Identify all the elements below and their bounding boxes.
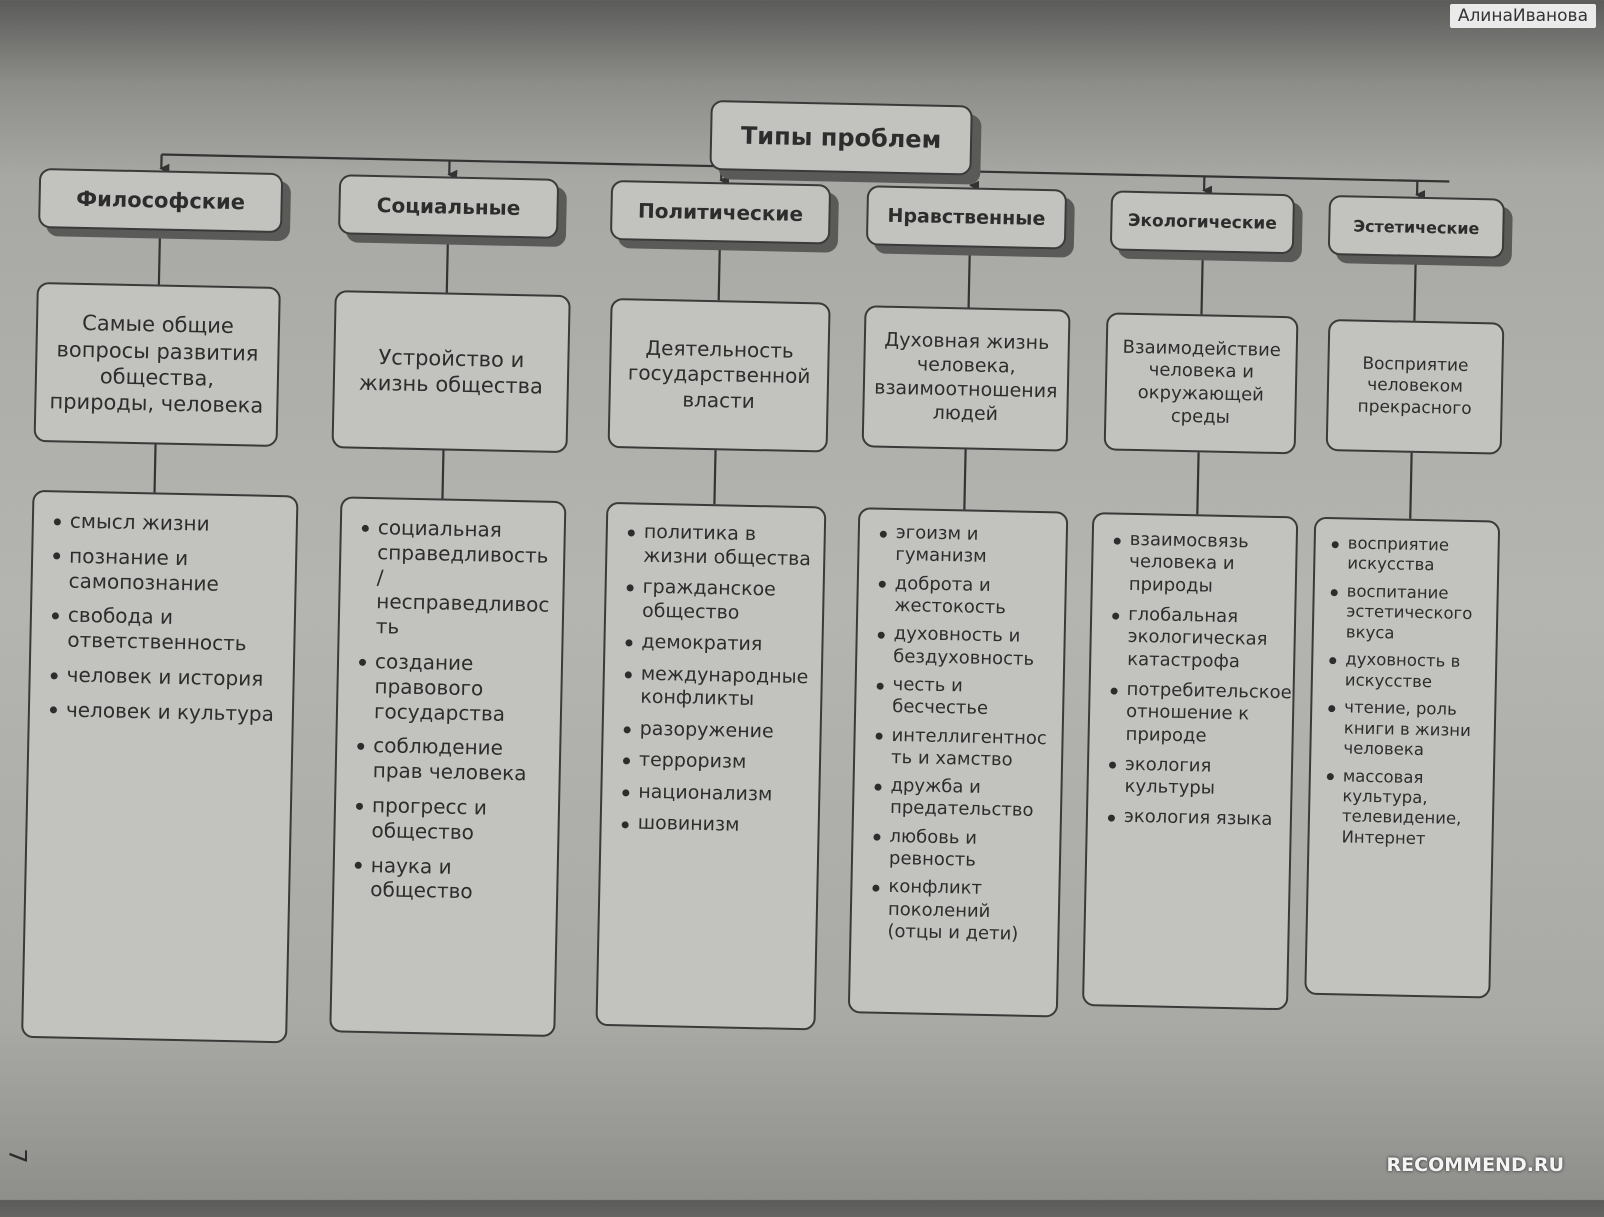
list-item: человек и история [48,662,282,692]
description-philosophical-text: Самые общие вопросы развития общества, природы, человека [44,309,270,419]
list-item: соблюдение прав человека [354,733,549,787]
link-philosophical-2 [155,444,156,492]
link-ecological-1 [1201,252,1202,314]
list-item: экология языка [1106,806,1280,832]
description-philosophical [34,282,281,447]
list-moral [848,507,1069,1017]
list-item: массовая культура, телевидение, Интернет [1323,766,1485,851]
list-item: шовинизм [619,812,807,839]
link-political-1 [719,242,720,300]
header-ecological-label: Экологические [1128,211,1277,234]
list-item: дружба и предательство [872,775,1051,823]
list-item: духовность в искусстве [1327,649,1488,693]
description-ecological-text: Взаимодействие человека и окружающей среды [1114,336,1288,430]
list-aesthetic [1304,517,1500,999]
list-item: социальная справедливость/несправедливость [358,515,555,643]
header-ecological [1110,190,1295,254]
header-social-label: Социальные [377,193,521,220]
description-aesthetic [1326,319,1505,455]
header-moral-label: Нравственные [887,205,1045,230]
link-aesthetic-2 [1410,453,1411,519]
list-item: политика в жизни общества [625,520,814,571]
link-philosophical-1 [159,231,160,285]
list-item: доброта и жестокость [876,572,1055,620]
list-item: конфликт поколений (отцы и дети) [869,876,1048,947]
header-philosophical [38,168,283,233]
header-political-label: Политические [638,199,804,226]
header-moral [866,185,1067,249]
list-item: прогресс и общество [353,793,548,847]
description-moral-text: Духовная жизнь человека, взаимоотношения людей [872,329,1060,429]
list-item: международные конфликты [622,662,811,713]
link-aesthetic-1 [1414,257,1415,321]
description-political-text: Деятельность государственной власти [618,335,820,415]
list-item: честь и бесчестье [874,673,1053,721]
description-aesthetic-text: Восприятие человеком прекрасного [1336,353,1493,420]
list-item: экология культуры [1106,753,1281,801]
list-political [595,502,826,1030]
header-political [610,180,831,245]
list-item: человек и культура [48,697,282,727]
list-item: взаимосвязь человека и природы [1111,529,1286,600]
list-philosophical [21,490,298,1043]
description-social [331,290,570,453]
list-item: любовь и ревность [871,825,1050,873]
root-node [709,100,972,175]
list-item: чтение, роль книги в жизни человека [1325,697,1486,762]
list-item: демократия [623,630,811,657]
list-item: глобальная экологическая катастрофа [1109,603,1284,674]
header-philosophical-label: Философские [76,187,245,215]
root-label: Типы проблем [741,122,942,154]
list-item: смысл жизни [52,508,286,538]
list-item: создание правового государства [356,649,552,727]
list-social [329,496,566,1037]
list-item: эгоизм и гуманизм [877,522,1056,570]
description-moral [862,305,1071,451]
list-item: свобода и ответственность [49,603,284,657]
list-item: воспитание эстетического вкуса [1328,581,1489,646]
list-item: потребительское отношение к природе [1107,678,1282,749]
link-social-1 [447,237,448,293]
list-item: интеллигентность и хамство [873,724,1052,772]
link-moral-1 [969,247,970,307]
link-political-2 [714,450,715,504]
list-item: наука и общество [352,852,547,906]
list-item: терроризм [621,749,809,776]
link-social-2 [442,450,443,498]
description-social-text: Устройство и жизнь общества [343,343,560,400]
header-social [338,174,559,239]
site-watermark: RECOMMEND.RU [1387,1154,1564,1176]
list-item: духовность и бездуховность [875,623,1054,671]
header-aesthetic [1328,195,1505,259]
user-watermark: АлинаИванова [1450,4,1596,28]
page-number: 7 [4,1148,32,1163]
list-item: восприятие искусства [1329,533,1490,577]
list-item: гражданское общество [624,575,813,626]
list-ecological [1082,512,1298,1010]
list-item: национализм [620,780,808,807]
header-aesthetic-label: Эстетические [1353,216,1479,238]
list-item: познание и самопознание [50,543,285,597]
description-ecological [1104,312,1299,454]
description-political [608,298,831,453]
list-item: разоружение [621,717,809,744]
link-ecological-2 [1197,452,1198,514]
link-moral-2 [964,449,965,509]
